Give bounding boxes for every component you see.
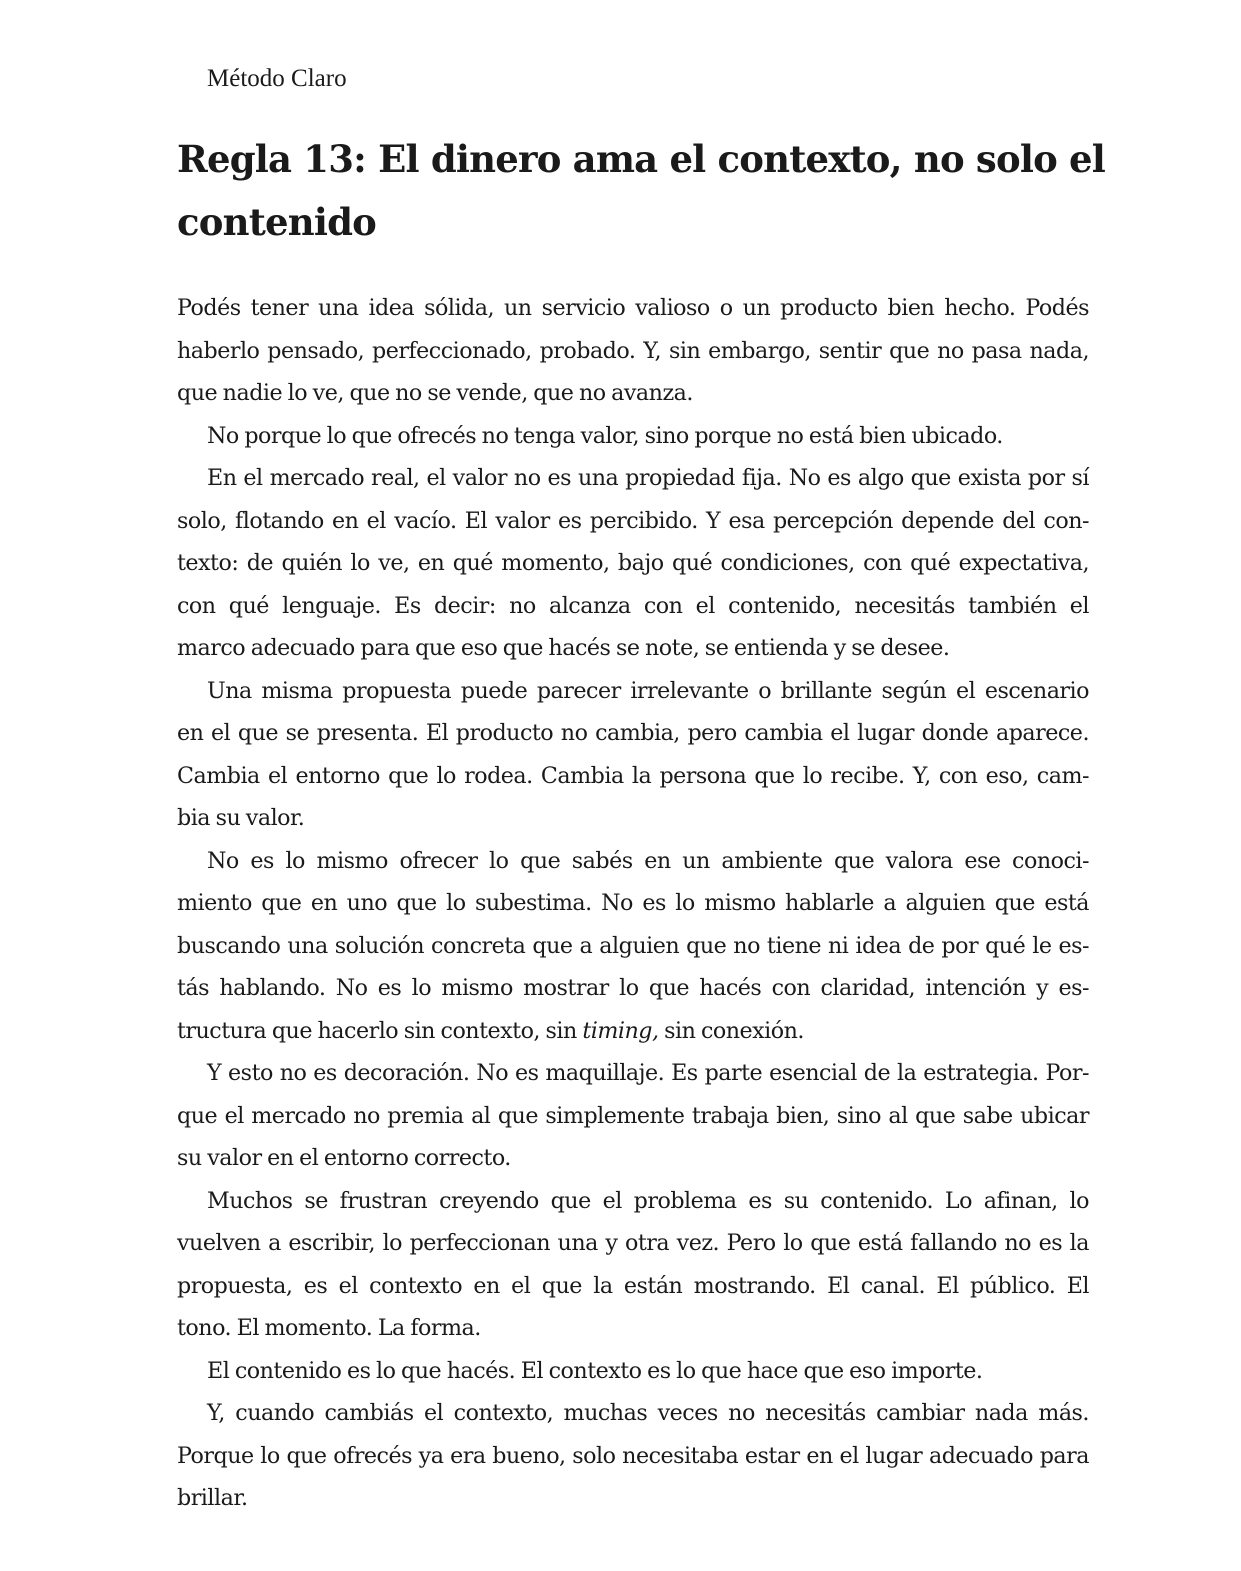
text-line: Cambia el entorno que lo rodea. Cambia la persona que lo recibe. Y, con eso, cam- [177,762,1089,789]
text-line: propuesta, es el contexto en el que la están mostrando. El canal. El público. El [177,1272,1089,1299]
text-line: vuelven a escribir, lo perfeccionan una y otra vez. Pero lo que está fallando no es la [177,1230,1089,1256]
text-line: Porque lo que ofrecés ya era bueno, solo necesitaba estar en el lugar adecuado para [177,1442,1089,1469]
text-line: Muchos se frustran creyendo que el problema es su contenido. Lo afinan, lo [207,1187,1089,1214]
text-line: solo, flotando en el vacío. El valor es percibido. Y esa percepción depende del con- [177,507,1089,534]
text-line: marco adecuado para que eso que hacés se note, se entienda y se desee. [177,635,950,661]
text-line: en el que se presenta. El producto no cambia, pero cambia el lugar donde aparece. [177,720,1089,746]
text-line: Y esto no es decoración. No es maquillaje. Es parte esencial de la estrategia. Por- [207,1060,1089,1086]
text-line: Podés tener una idea sólida, un servicio valioso o un producto bien hecho. Podés [177,295,1089,321]
text-line: El contenido es lo que hacés. El contexto es lo que hace que eso importe. [207,1357,983,1384]
text-line: Y, cuando cambiás el contexto, muchas veces no necesitás cambiar nada más. [207,1400,1089,1426]
text-run: sin conexión. [658,1017,804,1044]
text-line: No es lo mismo ofrecer lo que sabés en un ambiente que valora ese conoci- [207,847,1089,874]
emphasis-text: timing, [582,1017,659,1044]
text-line: que nadie lo ve, que no se vende, que no avanza. [177,380,693,406]
text-line: buscando una solución concreta que a alguien que no tiene ni idea de por qué le es- [177,932,1089,959]
chapter-title: Regla 13: El dinero ama el contexto, no solo el contenido [177,137,1106,244]
text-line: con qué lenguaje. Es decir: no alcanza con el contenido, necesitás también el [177,592,1089,619]
text-run: tructura que hacerlo sin contexto, sin [177,1017,583,1044]
text-line: En el mercado real, el valor no es una propiedad fija. No es algo que exista por sí [207,465,1089,491]
running-header: Método Claro [207,65,347,92]
text-line: No porque lo que ofrecés no tenga valor, sino porque no está bien ubicado. [207,422,1003,449]
text-line [177,1010,1089,1053]
text-line: Una misma propuesta puede parecer irrelevante o brillante según el escenario [207,677,1089,704]
text-line: su valor en el entorno correcto. [177,1145,511,1171]
text-line: texto: de quién lo ve, en qué momento, bajo qué condiciones, con qué expectativa, [177,550,1089,576]
text-line: tás hablando. No es lo mismo mostrar lo que hacés con claridad, intención y es- [177,975,1089,1001]
text-line: brillar. [177,1485,248,1511]
body-text [177,287,1089,1520]
text-line: bia su valor. [177,805,305,831]
text-line: miento que en uno que lo subestima. No es lo mismo hablarle a alguien que está [177,890,1089,916]
text-line: haberlo pensado, perfeccionado, probado. Y, sin embargo, sentir que no pasa nada, [177,337,1089,364]
text-line: que el mercado no premia al que simplemente trabaja bien, sino al que sabe ubicar [177,1102,1089,1129]
text-line: tono. El momento. La forma. [177,1315,481,1341]
